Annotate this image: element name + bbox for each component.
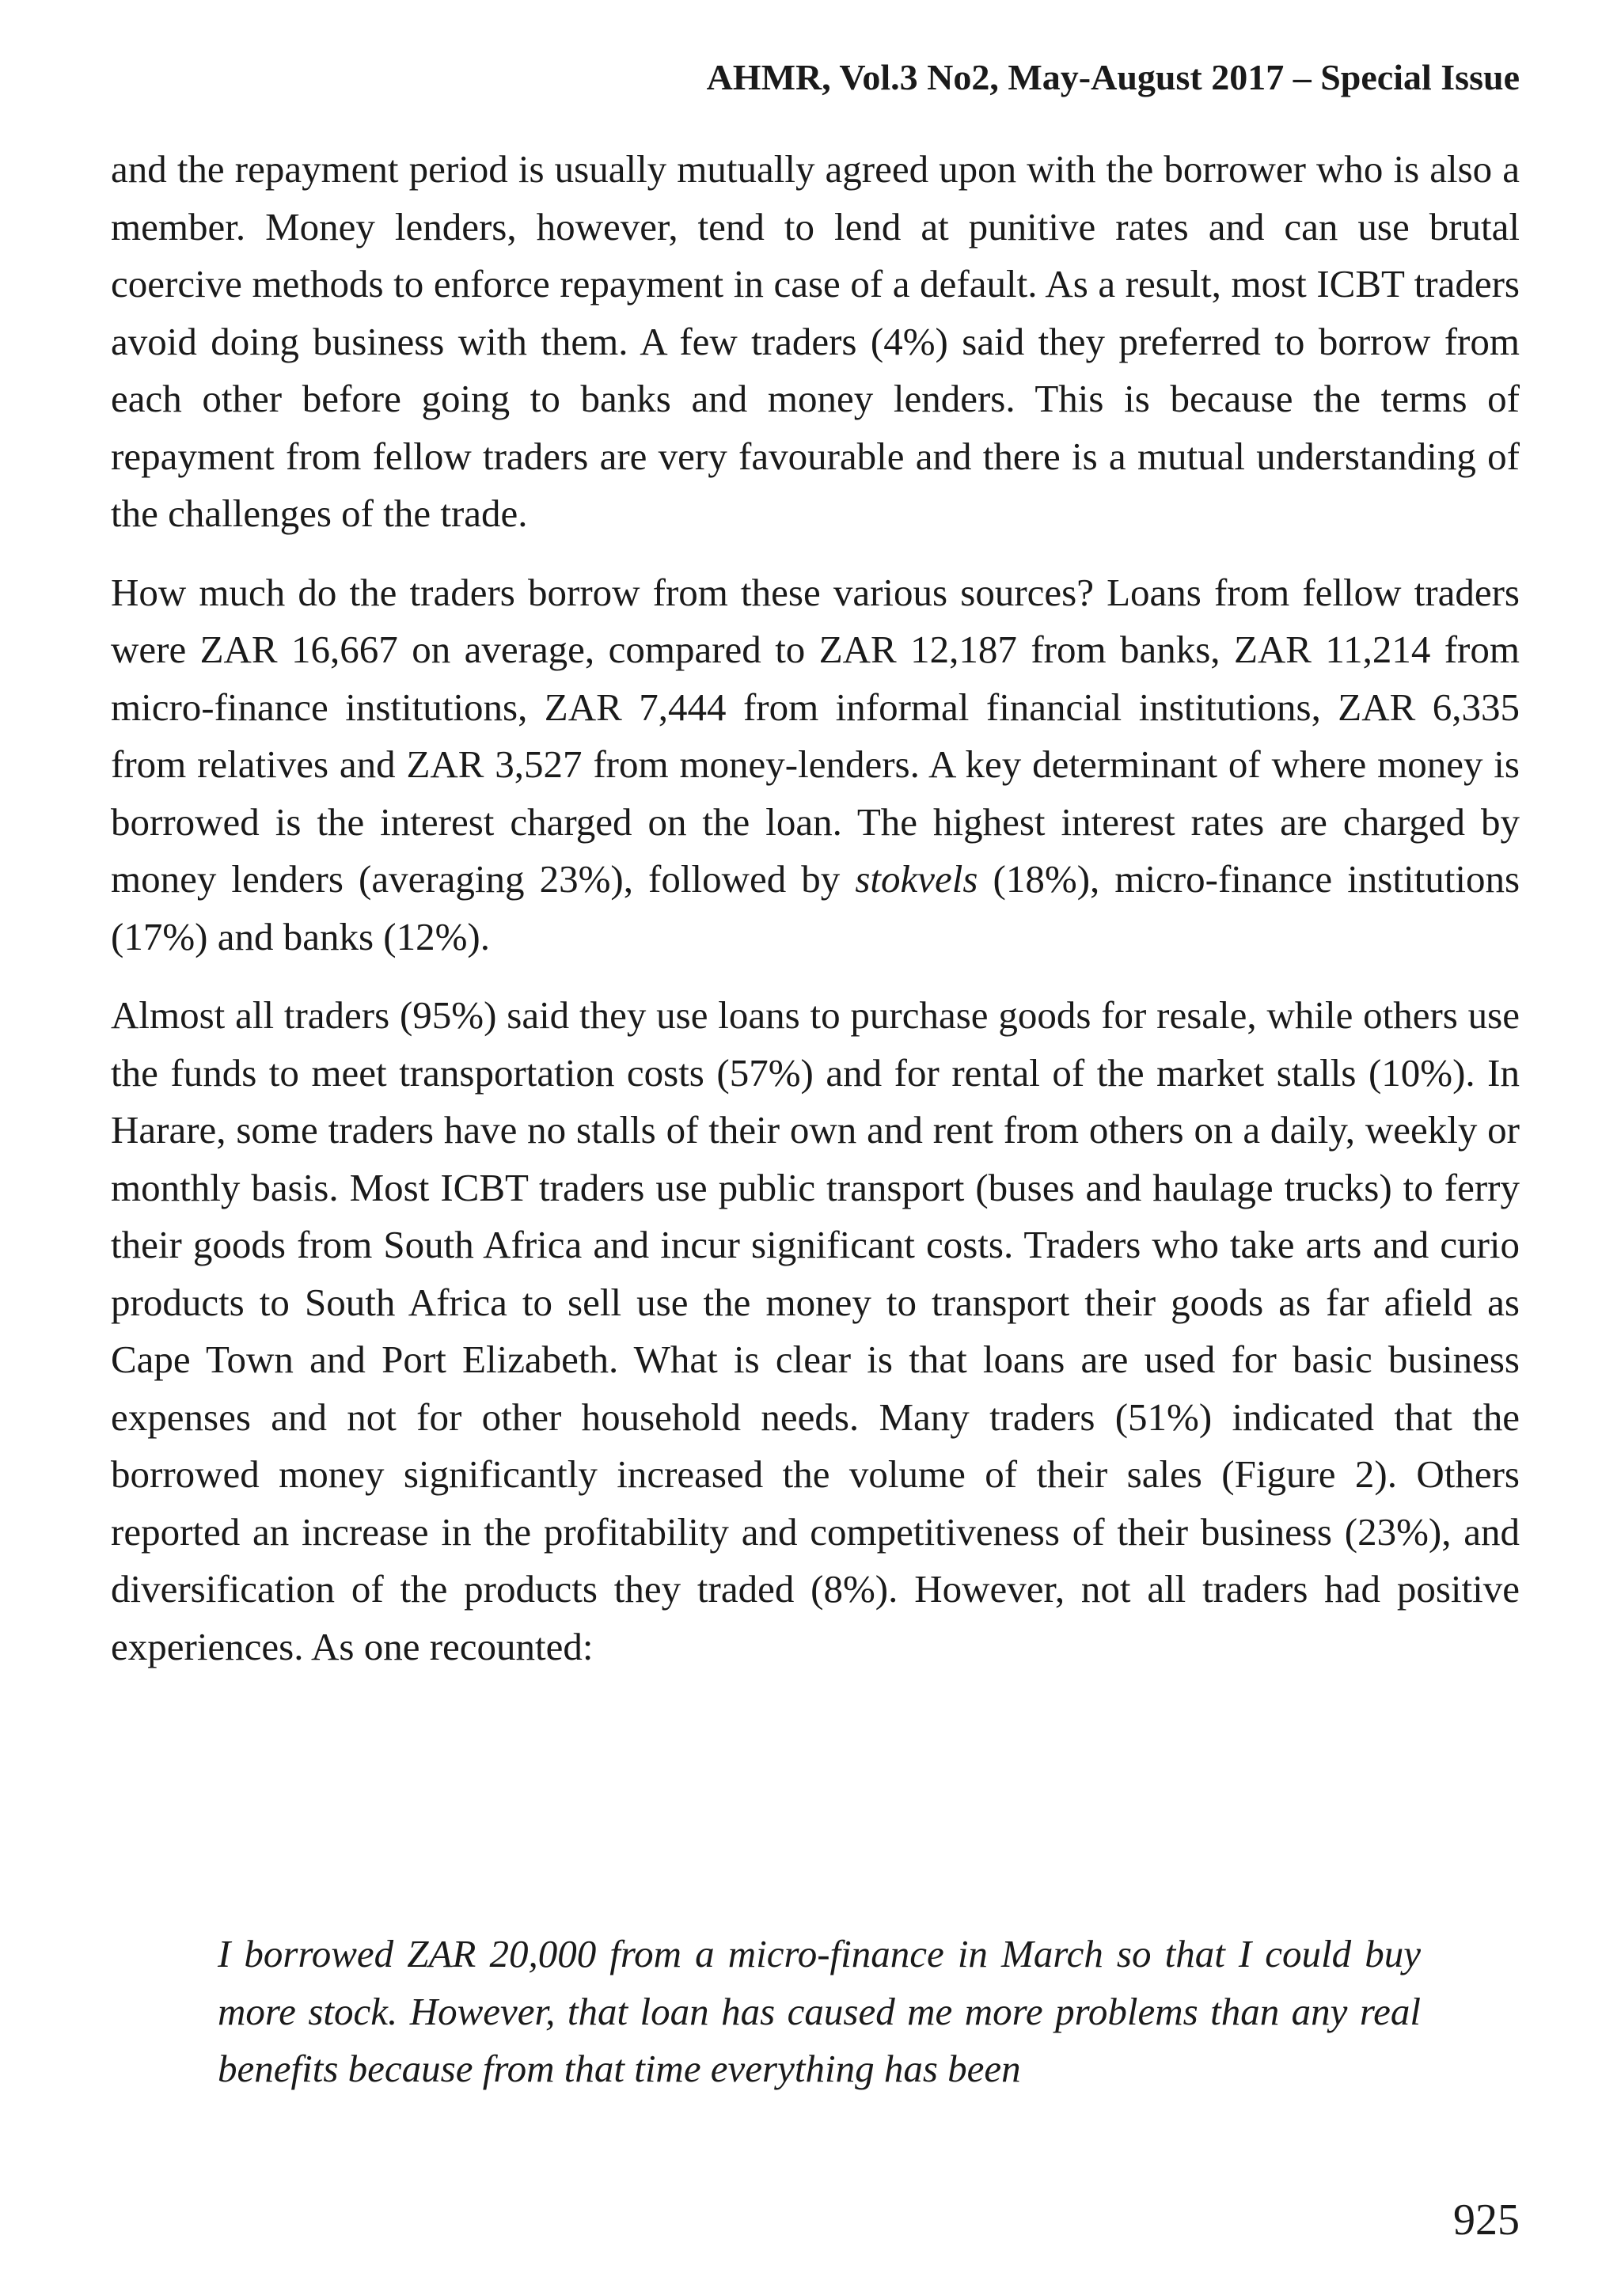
paragraph-2 — [111, 564, 1520, 966]
block-quote: I borrowed ZAR 20,000 from a micro-finance in March so that I could buy more stock. However, that loan has caused me more problems than any real benefits because from that time everything has been — [218, 1932, 1421, 2090]
page-number: 925 — [1453, 2195, 1520, 2245]
paragraph-1: and the repayment period is usually mutually agreed upon with the borrower who is also a member. Money lenders, however, tend to lend at punitive rates and can use brutal coercive methods to enforce repayment in case of a default. As a result, most ICBT traders avoid doing business with them. A few traders (4%) said they preferred to borrow from each other before going to banks and money lenders. This is because the terms of repayment from fellow traders are very favourable and there is a mutual understanding of the challenges of the trade. — [111, 147, 1520, 535]
paragraph-2-text-start: How much do the traders borrow from these various sources? Loans from fellow traders were ZAR 16,667 on average, compared to ZAR 12,187 from banks, ZAR 11,214 from micro-finance institutions, ZAR 7,444 from informal financial institutions, ZAR 6,335 from relatives and ZAR 3,527 from money-lenders. A key determinant of where money is borrowed is the interest charged on the loan. The highest interest rates are charged by money lenders (averaging 23%), followed by — [111, 570, 1520, 901]
paragraph-2-text-end: (18%), micro-finance institutions (17%) and banks (12%). — [111, 857, 1520, 958]
paragraph-3: Almost all traders (95%) said they use loans to purchase goods for resale, while others use the funds to meet transportation costs (57%) and for rental of the market stalls (10%). In Harare, some traders have no stalls of their own and rent from others on a daily, weekly or monthly basis. Most ICBT traders use public transport (buses and haulage trucks) to ferry their goods from South Africa and incur significant costs. Traders who take arts and curio products to South Africa to sell use the money to transport their goods as far afield as Cape Town and Port Elizabeth. What is clear is that loans are used for basic business expenses and not for other household needs. Many traders (51%) indicated that the borrowed money significantly increased the volume of their sales (Figure 2). Others reported an increase in the profitability and competitiveness of their business (23%), and diversification of the products they traded (8%). However, not all traders had positive experiences. As one recounted: — [111, 993, 1520, 1668]
paragraph-2-italic-term: stokvels — [855, 857, 978, 901]
body-text — [111, 141, 1520, 1697]
running-header: AHMR, Vol.3 No2, May-August 2017 – Special Issue — [706, 57, 1520, 97]
